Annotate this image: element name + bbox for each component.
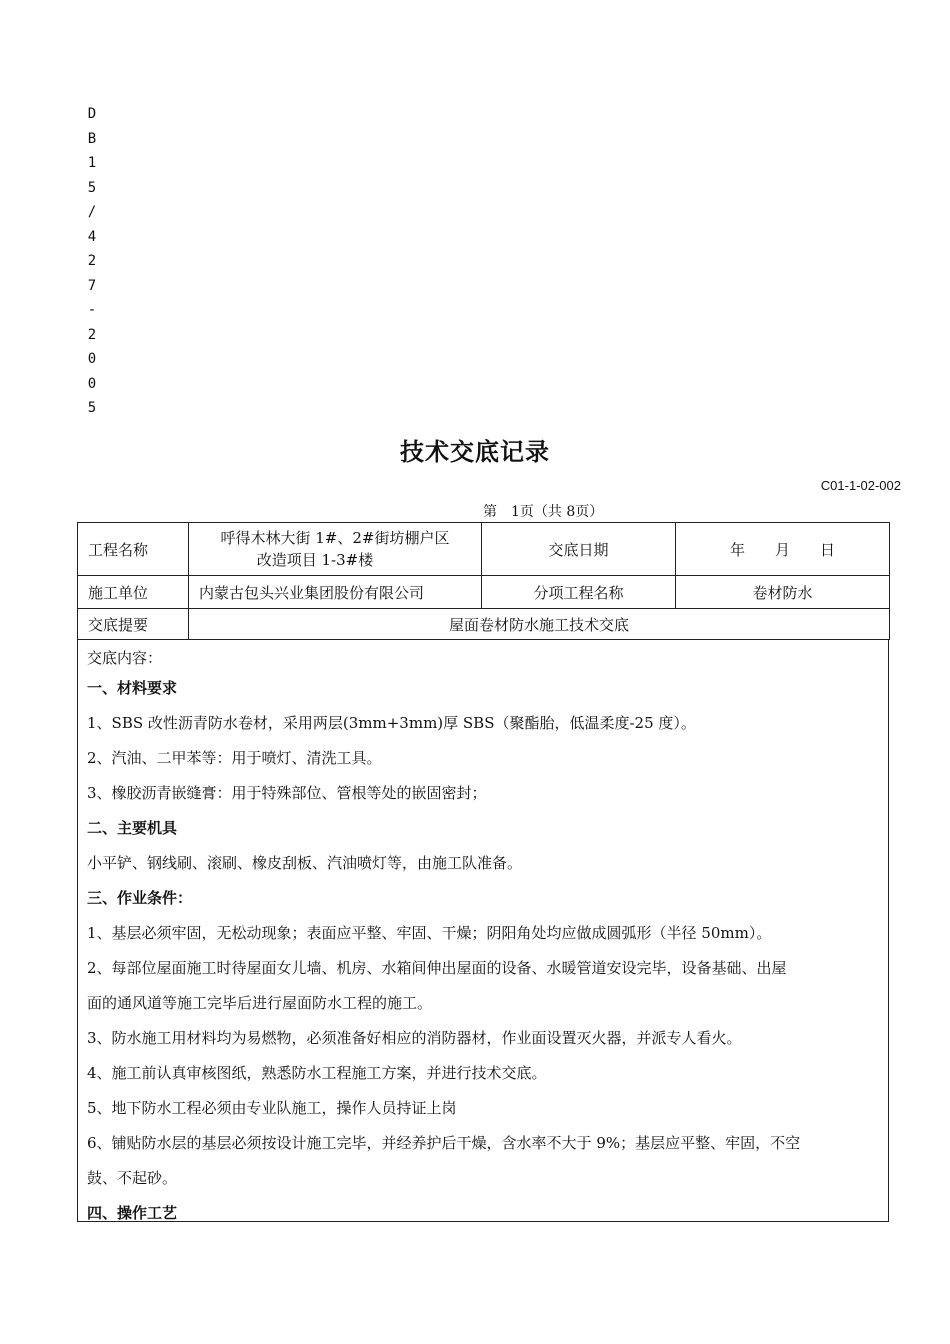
summary-value: 屋面卷材防水施工技术交底 [189, 609, 890, 640]
document-title: 技术交底记录 [400, 438, 550, 466]
header-table [77, 522, 890, 640]
side-code-char: D [87, 106, 97, 122]
content-line: 1、SBS 改性沥青防水卷材，采用两层(3mm+3mm)厚 SBS（聚酯胎，低温柔度-25 度）。 [87, 714, 696, 732]
content-line: 2、汽油、二甲苯等：用于喷灯、清洗工具。 [87, 749, 382, 767]
content-line: 小平铲、钢线刷、滚刷、橡皮刮板、汽油喷灯等，由施工队准备。 [87, 854, 523, 872]
date-value: 年 月 日 [676, 523, 890, 576]
side-code-char: 0 [87, 375, 97, 392]
content-line: 鼓、不起砂。 [87, 1169, 178, 1187]
table-row [78, 576, 890, 609]
side-code-char: / [87, 204, 97, 220]
document-number: C01-1-02-002 [820, 478, 901, 493]
project-name-label: 工程名称 [78, 523, 189, 576]
standard-code-vertical [85, 102, 99, 421]
section-heading: 三、作业条件： [87, 889, 193, 907]
content-box [77, 639, 889, 1222]
content-line: 面的通风道等施工完毕后进行屋面防水工程的施工。 [87, 994, 433, 1012]
side-code-char: 7 [87, 277, 97, 294]
table-row [78, 609, 890, 640]
side-code-char: 4 [87, 228, 97, 245]
side-code-char: - [87, 302, 97, 318]
content-line: 3、防水施工用材料均为易燃物，必须准备好相应的消防器材，作业面设置灭火器，并派专人看火。 [87, 1029, 742, 1047]
section-heading: 一、材料要求 [87, 679, 178, 697]
summary-label: 交底提要 [78, 609, 189, 640]
unit-label: 施工单位 [78, 576, 189, 609]
subitem-value: 卷材防水 [676, 576, 890, 609]
side-code-char: 0 [87, 351, 97, 367]
project-name-value [189, 523, 482, 576]
unit-value: 内蒙古包头兴业集团股份有限公司 [189, 576, 482, 609]
section-heading: 四、操作工艺 [87, 1204, 178, 1222]
side-code-char: 2 [87, 326, 97, 343]
content-line: 1、基层必须牢固，无松动现象；表面应平整、牢固、干燥；阴阳角处均应做成圆弧形（半径 50mm）。 [87, 924, 772, 942]
side-code-char: 2 [87, 253, 97, 269]
side-code-char: 5 [87, 179, 97, 196]
content-line: 4、施工前认真审核图纸，熟悉防水工程施工方案，并进行技术交底。 [87, 1064, 547, 1082]
project-name-line2: 改造项目 1-3#楼 [256, 551, 374, 569]
subitem-label: 分项工程名称 [482, 576, 676, 609]
section-heading: 二、主要机具 [87, 819, 178, 837]
table-row [78, 523, 890, 576]
content-line: 5、地下防水工程必须由专业队施工，操作人员持证上岗 [87, 1099, 457, 1117]
side-code-char: 5 [87, 400, 97, 416]
side-code-char: 1 [87, 155, 97, 171]
project-name-line1: 呼得木林大街 1#、2#街坊棚户区 [220, 529, 450, 547]
content-intro: 交底内容： [87, 649, 163, 667]
page-info: 第 1页（共 8页） [483, 504, 604, 520]
content-line: 3、橡胶沥青嵌缝膏：用于特殊部位、管根等处的嵌固密封； [87, 784, 487, 802]
content-line: 6、铺贴防水层的基层必须按设计施工完毕，并经养护后干燥，含水率不大于 9%；基层应平整、牢固，不空 [87, 1134, 801, 1152]
side-code-char: B [87, 130, 97, 147]
content-line: 2、每部位屋面施工时待屋面女儿墙、机房、水箱间伸出屋面的设备、水暖管道安设完毕，设备基础、出屋 [87, 959, 787, 977]
date-label: 交底日期 [482, 523, 676, 576]
content-body [78, 639, 888, 1231]
